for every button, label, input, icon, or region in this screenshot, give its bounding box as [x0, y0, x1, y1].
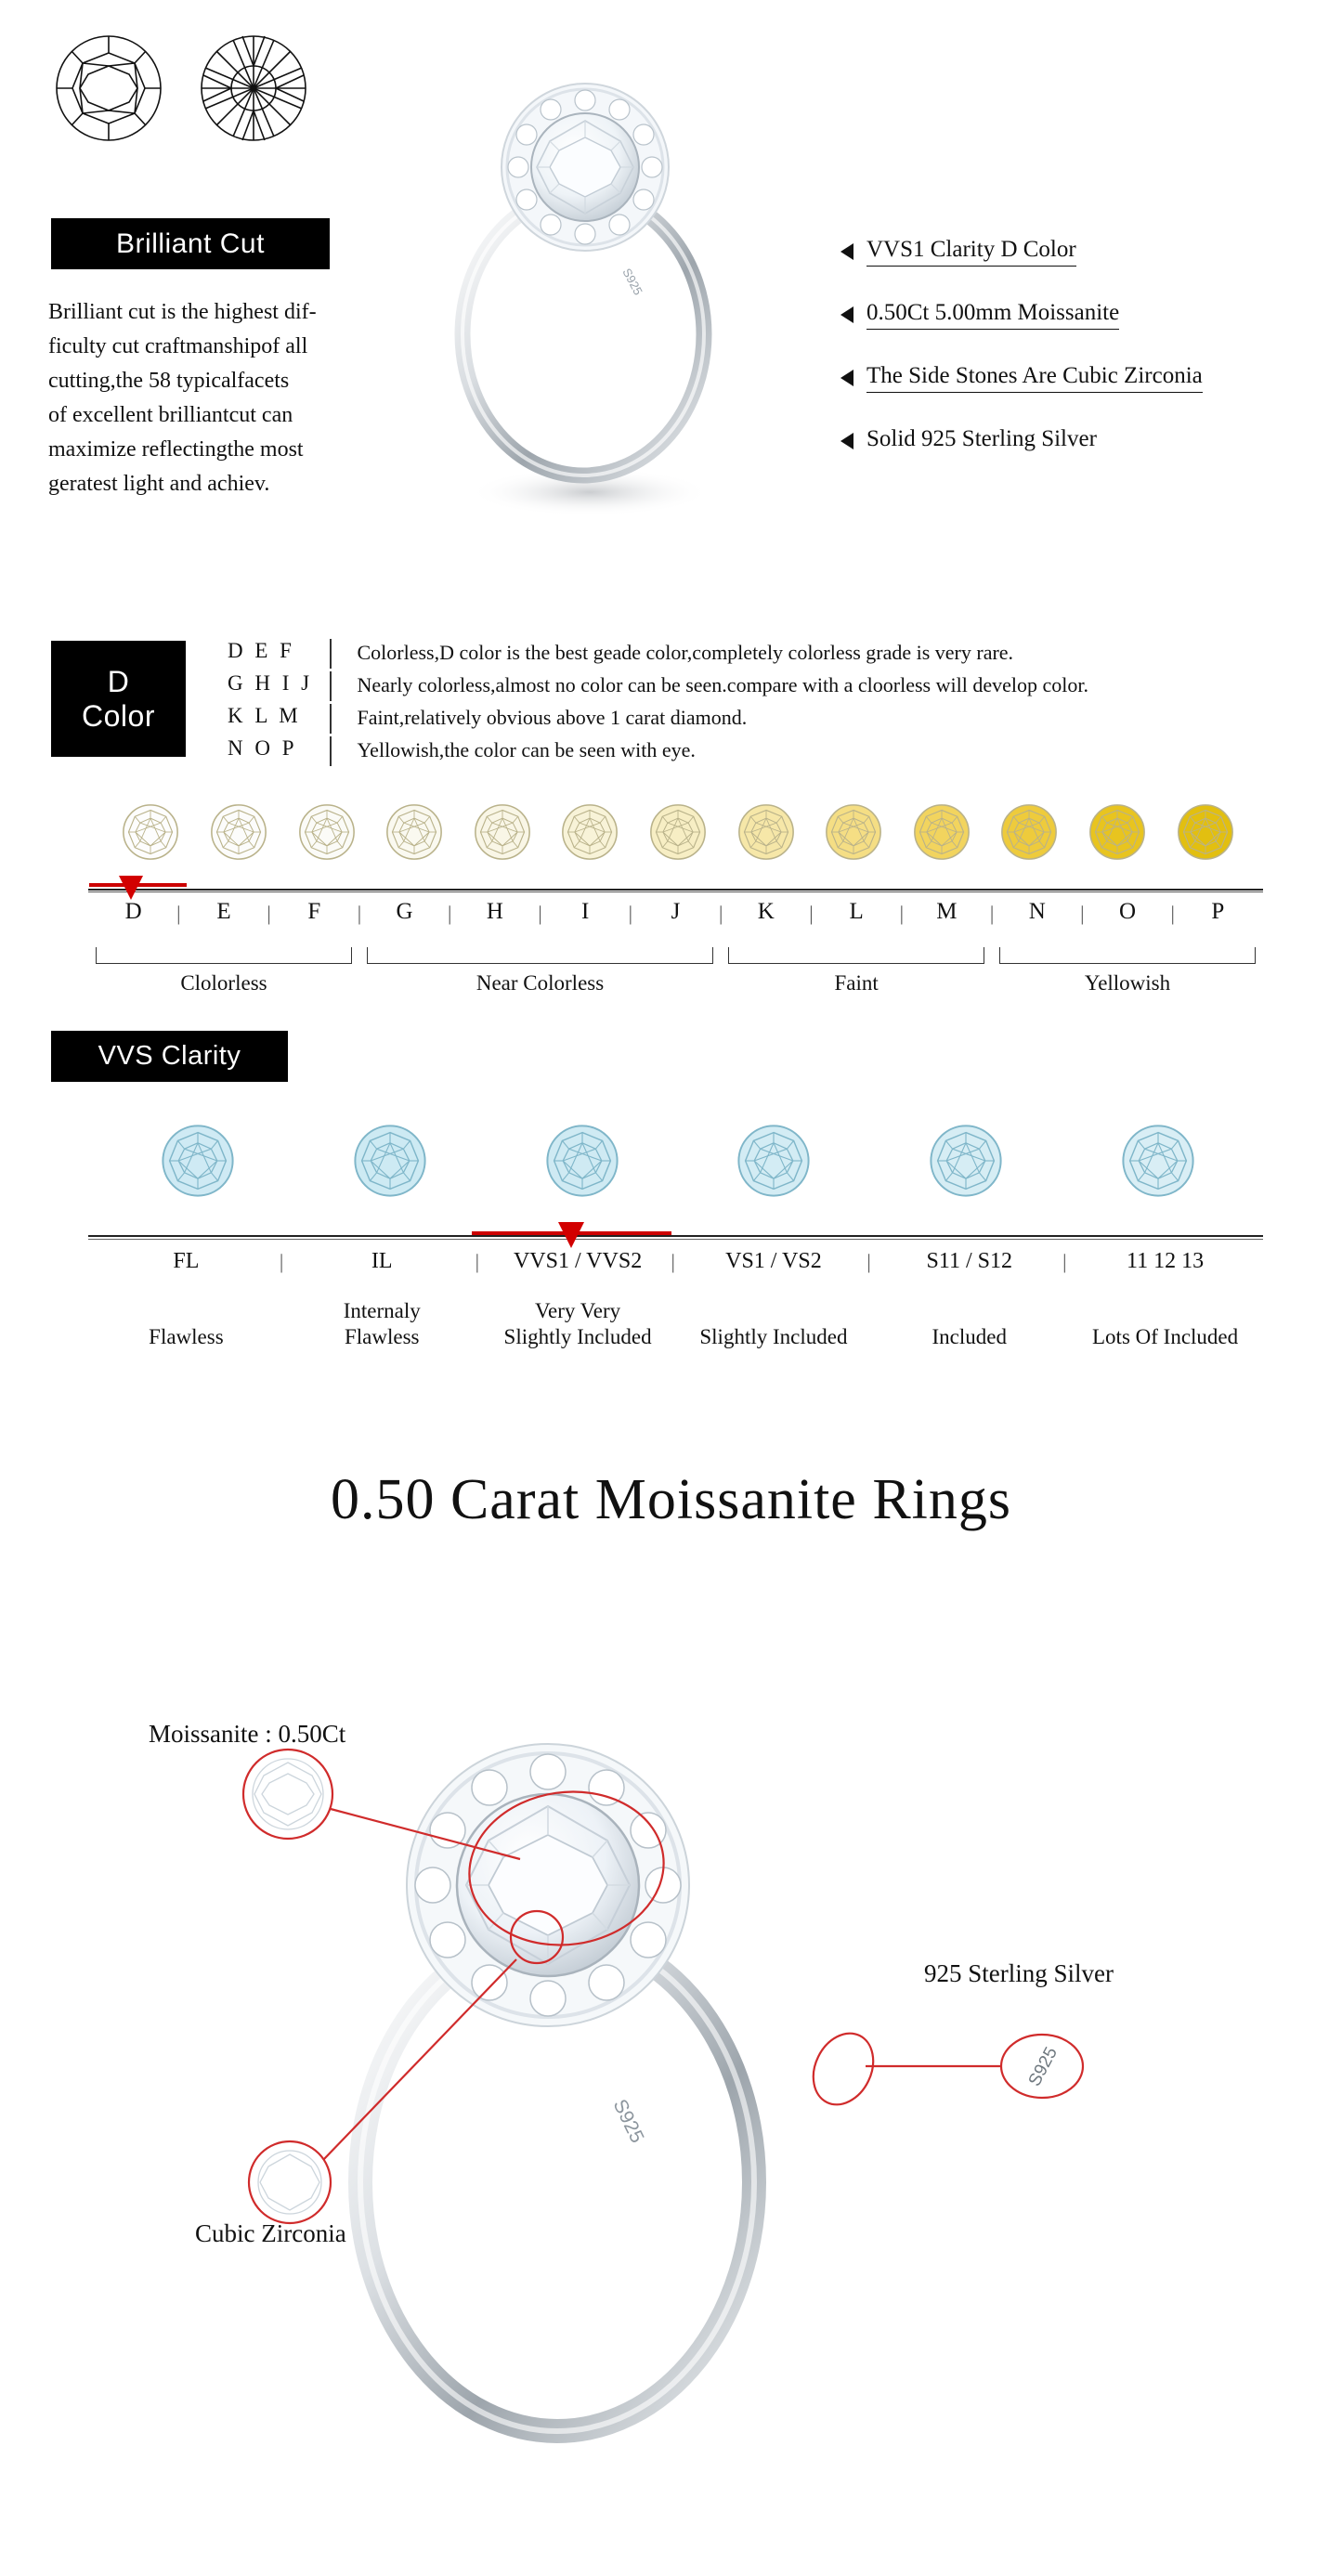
- color-scale-letter-G: G: [396, 899, 413, 924]
- feature-list: [840, 237, 1305, 488]
- description-line: geratest light and achiev.: [48, 472, 270, 496]
- scale-divider: |: [475, 1250, 480, 1273]
- triangle-bullet-icon: [840, 433, 853, 449]
- feature-label: 0.50Ct 5.00mm Moissanite: [866, 300, 1119, 330]
- scale-divider: |: [448, 902, 452, 925]
- scale-divider: |: [866, 1250, 871, 1273]
- callout-label-sterling-silver: 925 Sterling Silver: [924, 1959, 1114, 1987]
- clarity-gem-3: [736, 1124, 811, 1198]
- color-gem-P: [1177, 803, 1234, 861]
- color-scale-letter-N: N: [1028, 899, 1046, 924]
- feature-label: VVS1 Clarity D Color: [866, 237, 1076, 267]
- color-scale-letter-F: F: [307, 899, 321, 924]
- brilliant-cut-heading: [51, 218, 330, 269]
- color-gem-M: [913, 803, 971, 861]
- color-gem-J: [649, 803, 707, 861]
- description-line: cutting,the 58 typicalfacets: [48, 369, 290, 393]
- color-group-label: Yellowish: [1084, 971, 1171, 995]
- triangle-bullet-icon: [840, 370, 853, 386]
- grade-description: Colorless,D color is the best geade color,completely colorless grade is very rare.: [357, 641, 1014, 664]
- color-scale-letters: [88, 899, 1263, 936]
- color-group-brackets: [88, 947, 1263, 968]
- scale-divider: |: [628, 902, 633, 925]
- scale-divider: |: [899, 902, 904, 925]
- color-scale-axis: [88, 887, 1263, 892]
- color-grade-row: [228, 736, 1286, 769]
- scale-divider: |: [809, 902, 814, 925]
- color-group-label: Faint: [834, 971, 879, 995]
- ring-engraving-text: S925: [619, 266, 645, 298]
- clarity-scale-labels: [88, 1249, 1263, 1286]
- callout-label-moissanite: Moissanite : 0.50Ct: [149, 1720, 346, 1748]
- marker-pointer-icon: [119, 876, 143, 900]
- feature-label: The Side Stones Are Cubic Zirconia: [866, 363, 1203, 393]
- clarity-gem-strip: [102, 1124, 1254, 1198]
- group-bracket: [999, 947, 1256, 964]
- color-gem-I: [561, 803, 619, 861]
- color-gem-G: [385, 803, 443, 861]
- clarity-scale-axis: [88, 1235, 1263, 1240]
- grade-letters: N O P: [228, 736, 298, 760]
- color-scale-letter-O: O: [1119, 899, 1137, 924]
- clarity-description-label: Flawless: [149, 1325, 224, 1348]
- color-gem-H: [474, 803, 531, 861]
- grade-letters: K L M: [228, 704, 302, 727]
- d-color-heading: [51, 641, 186, 757]
- clarity-gem-1: [353, 1124, 427, 1198]
- description-line: ficulty cut craftmanshipof all: [48, 334, 308, 358]
- color-gem-E: [210, 803, 267, 861]
- color-scale-letter-E: E: [216, 899, 231, 924]
- color-gem-D: [122, 803, 179, 861]
- divider: [330, 704, 332, 734]
- divider: [330, 639, 332, 669]
- triangle-bullet-icon: [840, 243, 853, 260]
- brilliant-cut-description: [48, 295, 355, 501]
- clarity-grade-label: FL: [173, 1249, 200, 1273]
- clarity-grade-label: VS1 / VS2: [725, 1249, 822, 1273]
- description-line: maximize reflectingthe most: [48, 437, 304, 462]
- color-scale-letter-L: L: [849, 899, 864, 924]
- callout-label-cubic-zirconia: Cubic Zirconia: [195, 2219, 346, 2247]
- axis-line: [88, 1235, 1263, 1237]
- color-scale-letter-J: J: [671, 899, 681, 924]
- grade-description: Faint,relatively obvious above 1 carat diamond.: [357, 706, 748, 729]
- color-scale-letter-P: P: [1211, 899, 1225, 924]
- grade-description: Nearly colorless,almost no color can be seen.compare with a cloorless will develop color.: [357, 673, 1088, 696]
- clarity-gem-0: [161, 1124, 235, 1198]
- diamond-bottom-view-icon: [202, 36, 306, 140]
- brilliant-cut-heading-label: Brilliant Cut: [116, 228, 265, 259]
- description-line: of excellent brilliantcut can: [48, 403, 293, 427]
- feature-item: [840, 426, 1305, 455]
- color-selected-marker: [89, 876, 187, 898]
- ring-product-photo: [390, 56, 780, 539]
- scale-divider: |: [989, 902, 995, 925]
- grade-letters: G H I J: [228, 671, 313, 695]
- clarity-descriptions: [88, 1298, 1263, 1363]
- color-group-labels: [88, 971, 1263, 1001]
- scale-divider: |: [279, 1250, 284, 1273]
- d-color-heading-line2: Color: [82, 698, 155, 733]
- clarity-description-label: Included: [932, 1325, 1007, 1348]
- divider: [330, 736, 332, 766]
- feature-label: Solid 925 Sterling Silver: [866, 426, 1097, 451]
- scale-divider: |: [1170, 902, 1175, 925]
- scale-divider: |: [357, 902, 362, 925]
- color-scale-letter-D: D: [124, 899, 142, 924]
- color-gem-K: [737, 803, 795, 861]
- group-bracket: [728, 947, 984, 964]
- group-bracket: [367, 947, 713, 964]
- color-scale-letter-M: M: [936, 899, 958, 924]
- color-grade-row: [228, 639, 1286, 671]
- brilliant-cut-diagrams: [51, 33, 320, 144]
- clarity-description-label: Very Very Slightly Included: [503, 1299, 652, 1348]
- description-line: Brilliant cut is the highest dif-: [48, 300, 317, 324]
- clarity-grade-label: S11 / S12: [926, 1249, 1012, 1273]
- d-color-heading-line1: D: [107, 664, 130, 698]
- svg-text:S925: S925: [1024, 2044, 1062, 2090]
- page-title: 0.50 Carat Moissanite Rings: [330, 1468, 1012, 1531]
- ring-engraving-text-bottom: S925: [608, 2096, 648, 2147]
- clarity-grade-label: 11 12 13: [1127, 1249, 1205, 1273]
- color-gem-O: [1088, 803, 1146, 861]
- scale-divider: |: [538, 902, 542, 925]
- vvs-clarity-heading: [51, 1031, 288, 1082]
- color-scale-letter-K: K: [757, 899, 775, 924]
- clarity-description-label: Lots Of Included: [1092, 1325, 1239, 1348]
- axis-line: [88, 889, 1263, 891]
- color-gem-strip: [107, 803, 1249, 861]
- scale-divider: |: [1062, 1250, 1067, 1273]
- color-grade-row: [228, 704, 1286, 736]
- color-group-label: Near Colorless: [476, 971, 605, 995]
- divider: [330, 671, 332, 701]
- feature-item: [840, 363, 1305, 393]
- scale-divider: |: [267, 902, 271, 925]
- grade-description: Yellowish,the color can be seen with eye.: [357, 738, 696, 761]
- clarity-gem-4: [929, 1124, 1003, 1198]
- color-scale-letter-I: I: [581, 899, 590, 924]
- axis-line-secondary: [88, 891, 1263, 892]
- vvs-clarity-heading-label: VVS Clarity: [98, 1041, 241, 1071]
- clarity-description-label: Internaly Flawless: [343, 1299, 421, 1348]
- color-group-label: Clolorless: [180, 971, 267, 995]
- feature-item: [840, 237, 1305, 267]
- clarity-grade-label: IL: [371, 1249, 393, 1273]
- ring-detail-photo: [214, 1662, 919, 2498]
- diamond-top-view-icon: [57, 36, 161, 140]
- clarity-description-label: Slightly Included: [699, 1325, 848, 1348]
- clarity-gem-2: [545, 1124, 619, 1198]
- scale-divider: |: [671, 1250, 675, 1273]
- clarity-grade-label: VVS1 / VVS2: [513, 1249, 643, 1273]
- marker-pointer-icon: [558, 1222, 584, 1248]
- scale-divider: |: [1080, 902, 1085, 925]
- clarity-gem-5: [1121, 1124, 1195, 1198]
- axis-line-secondary: [88, 1239, 1263, 1240]
- grade-letters: D E F: [228, 639, 295, 662]
- scale-divider: |: [718, 902, 723, 925]
- scale-divider: |: [176, 902, 181, 925]
- feature-item: [840, 300, 1305, 330]
- color-scale-letter-H: H: [486, 899, 503, 924]
- group-bracket: [96, 947, 352, 964]
- color-gem-N: [1000, 803, 1058, 861]
- color-gem-L: [825, 803, 882, 861]
- clarity-selected-marker: [472, 1222, 671, 1246]
- color-grade-table: [228, 639, 1286, 769]
- triangle-bullet-icon: [840, 306, 853, 323]
- color-grade-row: [228, 671, 1286, 704]
- color-gem-F: [298, 803, 356, 861]
